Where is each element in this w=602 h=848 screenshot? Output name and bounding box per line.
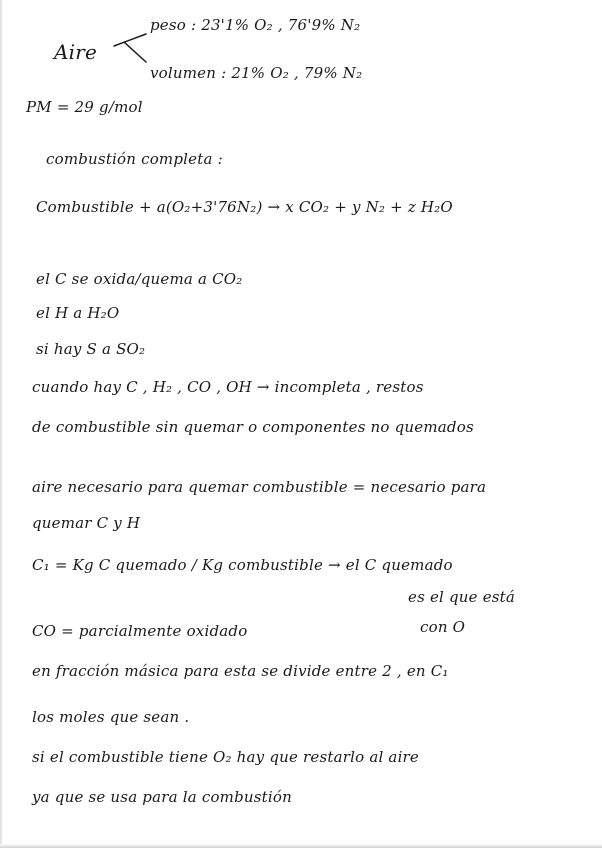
scan-edge-left [0, 0, 3, 848]
incompleta-line-1: cuando hay C , H₂ , CO , OH → incompleta , restos [32, 378, 424, 396]
scan-edge-bottom [0, 844, 602, 848]
branch-bracket-icon [112, 30, 152, 70]
fraccion-masica-line-2: los moles que sean . [32, 708, 190, 726]
aire-necesario-line-1: aire necesario para quemar combustible = necesario para [32, 478, 487, 496]
combustion-completa-title: combustión completa : [46, 150, 223, 168]
c1-definition-continued: es el que está [408, 588, 516, 606]
aire-heading: Aire [54, 40, 98, 64]
oxigeno-combustible-line-2: ya que se usa para la combustión [32, 788, 292, 806]
incompleta-line-2: de combustible sin quemar o componentes no quemados [32, 418, 474, 436]
hidrogeno-oxidacion: el H a H₂O [36, 304, 120, 322]
aire-necesario-line-2: quemar C y H [32, 514, 141, 532]
fraccion-masica-line-1: en fracción másica para esta se divide entre 2 , en C₁ [32, 662, 449, 680]
peso-molecular: PM = 29 g/mol [26, 98, 143, 116]
aire-composicion-peso: peso : 23'1% O₂ , 76'9% N₂ [150, 16, 361, 34]
co-definition: CO = parcialmente oxidado [32, 622, 248, 640]
c1-definition: C₁ = Kg C quemado / Kg combustible → el C quemado [32, 556, 453, 574]
carbono-oxidacion: el C se oxida/quema a CO₂ [36, 270, 243, 288]
combustion-equation: Combustible + a(O₂+3'76N₂) → x CO₂ + y N₂ + z H₂O [36, 198, 453, 216]
aire-composicion-volumen: volumen : 21% O₂ , 79% N₂ [150, 64, 363, 82]
oxigeno-combustible-line-1: si el combustible tiene O₂ hay que restarlo al aire [32, 748, 420, 766]
con-o-note: con O [420, 618, 466, 636]
azufre-oxidacion: si hay S a SO₂ [36, 340, 146, 358]
